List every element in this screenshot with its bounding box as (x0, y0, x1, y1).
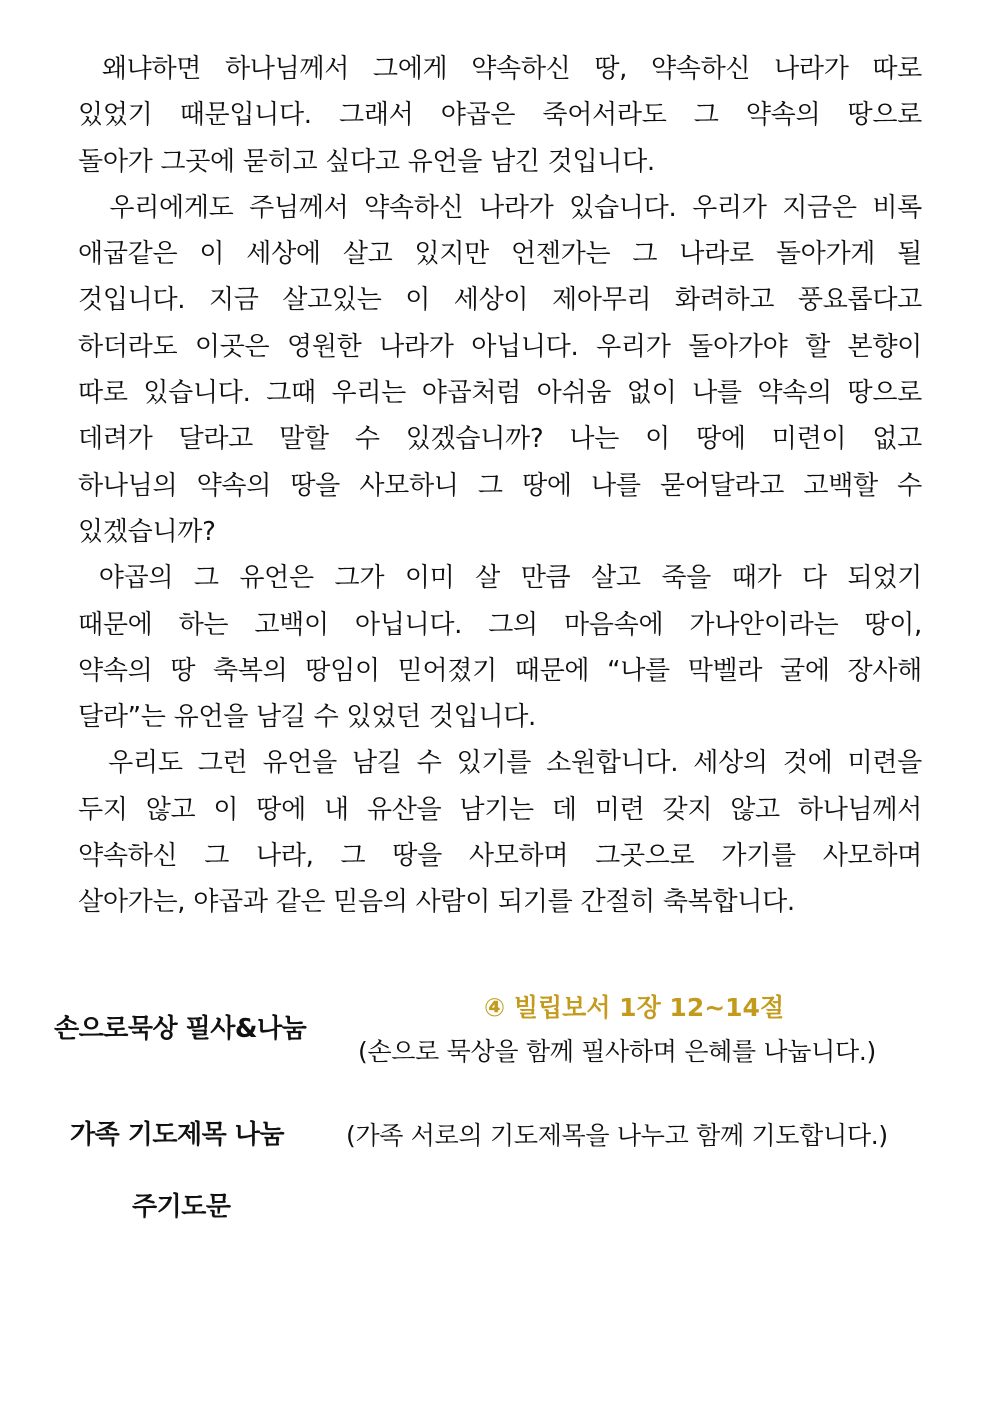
bible-reference: ④ 빌립보서 1장 12~14절 (484, 993, 785, 1022)
devotional-body (78, 46, 922, 926)
handwriting-section-note: (손으로 묵상을 함께 필사하며 은혜를 나눕니다.) (358, 1037, 876, 1066)
body-line: 달라”는 유언을 남길 수 있었던 것입니다. (78, 702, 537, 733)
body-line: 돌아가 그곳에 묻히고 싶다고 유언을 남긴 것입니다. (78, 146, 655, 177)
body-line: 살아가는, 야곱과 같은 믿음의 사람이 되기를 간절히 축복합니다. (78, 887, 795, 918)
family-prayer-section-label: 가족 기도제목 나눔 (70, 1120, 285, 1150)
body-line: 우리도 그런 유언을 남길 수 있기를 소원합니다. 세상의 것에 미련을 (78, 748, 922, 779)
body-line: 두지 않고 이 땅에 내 유산을 남기는 데 미련 갖지 않고 하나님께서 (78, 794, 922, 825)
body-line: 하더라도 이곳은 영원한 나라가 아닙니다. 우리가 돌아가야 할 본향이 (78, 331, 922, 362)
body-line: 애굽같은 이 세상에 살고 있지만 언젠가는 그 나라로 돌아가게 될 (78, 239, 922, 270)
body-line: 데려가 달라고 말할 수 있겠습니까? 나는 이 땅에 미련이 없고 (78, 424, 922, 455)
body-line: 우리에게도 주님께서 약속하신 나라가 있습니다. 우리가 지금은 비록 (78, 192, 922, 223)
family-prayer-section-note: (가족 서로의 기도제목을 나누고 함께 기도합니다.) (346, 1121, 888, 1150)
body-line: 있었기 때문입니다. 그래서 야곱은 죽어서라도 그 약속의 땅으로 (78, 100, 922, 131)
body-line: 약속의 땅 축복의 땅임이 믿어졌기 때문에 “나를 막벨라 굴에 장사해 (78, 655, 922, 686)
body-line: 약속하신 그 나라, 그 땅을 사모하며 그곳으로 가기를 사모하며 (78, 841, 922, 872)
body-line: 야곱의 그 유언은 그가 이미 살 만큼 살고 죽을 때가 다 되었기 (78, 563, 922, 594)
body-line: 왜냐하면 하나님께서 그에게 약속하신 땅, 약속하신 나라가 따로 (78, 54, 922, 84)
handwriting-section-label: 손으로묵상 필사&나눔 (54, 1014, 307, 1044)
body-line: 때문에 하는 고백이 아닙니다. 그의 마음속에 가나안이라는 땅이, (78, 609, 922, 640)
lords-prayer-section-label: 주기도문 (132, 1192, 231, 1222)
body-line: 것입니다. 지금 살고있는 이 세상이 제아무리 화려하고 풍요롭다고 (78, 285, 922, 316)
body-line: 하나님의 약속의 땅을 사모하니 그 땅에 나를 묻어달라고 고백할 수 (78, 470, 922, 501)
body-line: 있겠습니까? (78, 516, 216, 547)
body-line: 따로 있습니다. 그때 우리는 야곱처럼 아쉬움 없이 나를 약속의 땅으로 (78, 378, 922, 409)
